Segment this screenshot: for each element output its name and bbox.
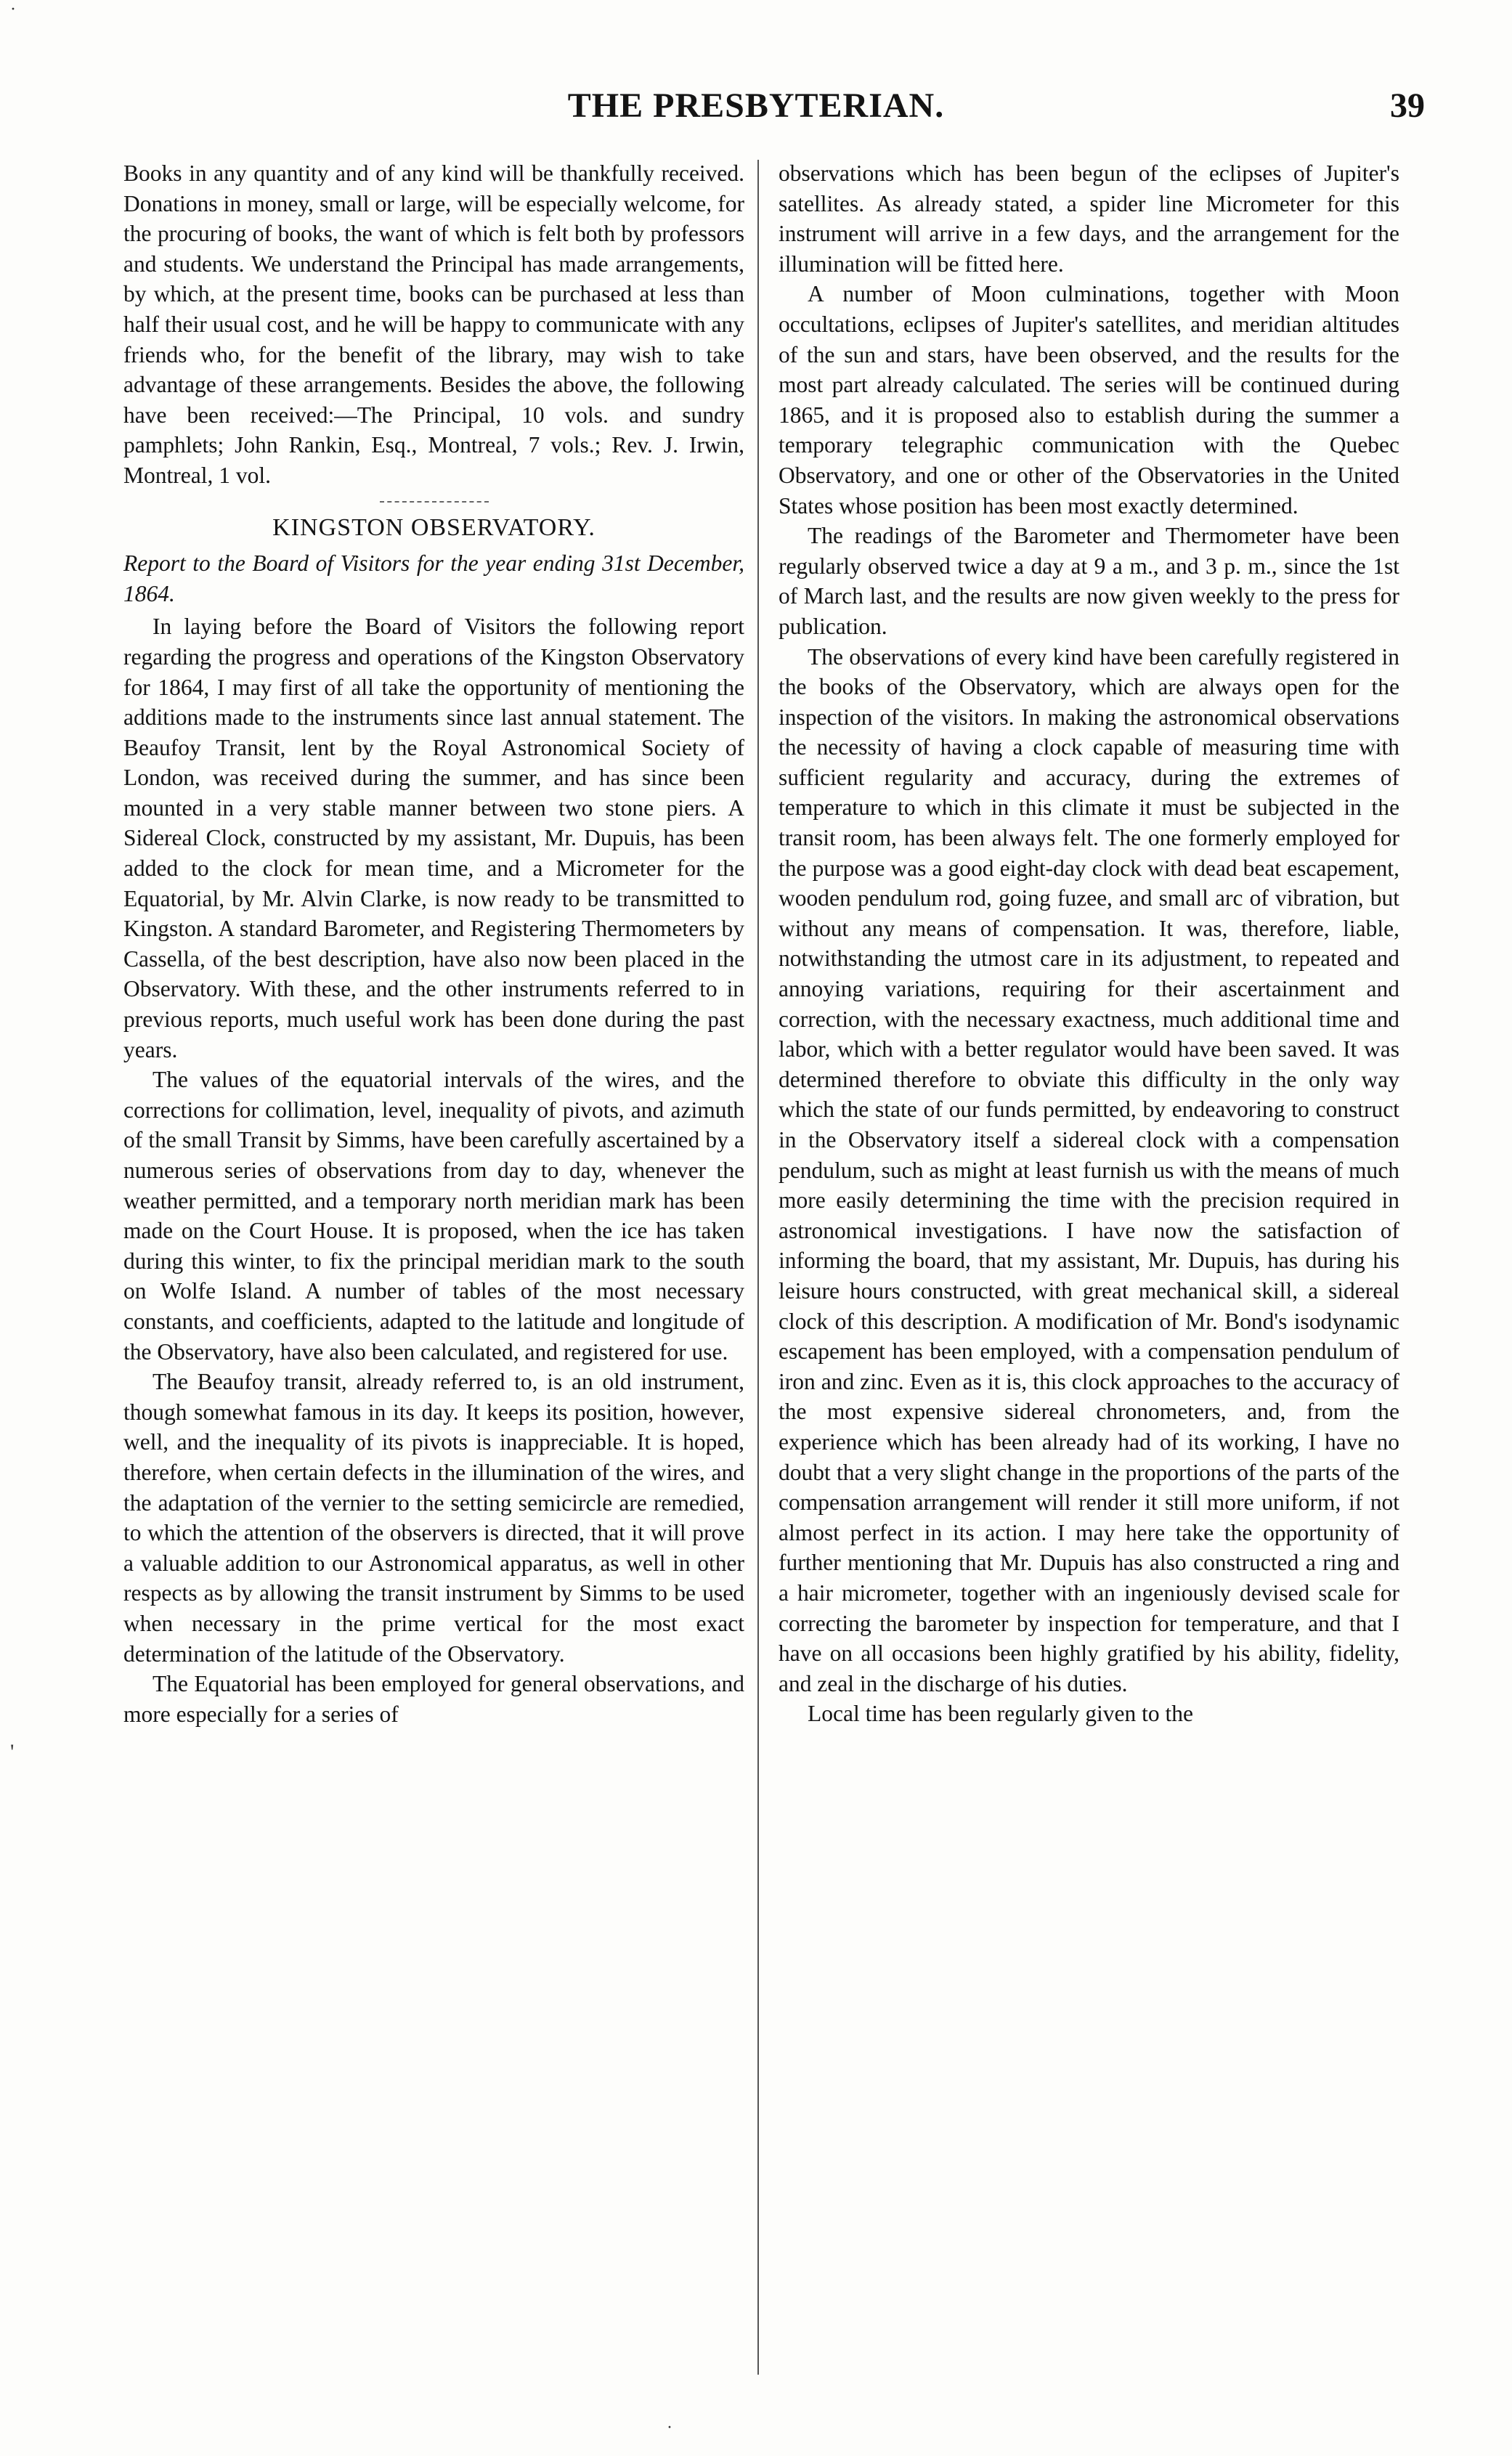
column-rule xyxy=(757,160,759,2375)
report-paragraph-8: Local time has been regularly given to the xyxy=(808,1701,1193,1727)
report-paragraph-4: The Equatorial has been employed for general observations, and more especially for a series of xyxy=(123,1671,744,1727)
page-number: 39 xyxy=(1390,86,1425,125)
page-title: THE PRESBYTERIAN. xyxy=(567,86,945,125)
report-paragraph-6: The readings of the Barometer and Thermometer have been regularly observed twice a day at 9 a m., and 3 p. m., since the 1st of March last, and the results are now given weekly to the press for publication. xyxy=(779,523,1399,639)
report-subtitle: Report to the Board of Visitors for the year ending 31st December, 1864. xyxy=(123,550,744,606)
report-paragraph-1: In laying before the Board of Visitors the following report regarding the progress and operations of the Kingston Observatory for 1864, I may first of all take the opportunity of mentioning the additions made to the instruments since last annual statement. The Beaufoy Transit, lent by the Royal Astronomical Society of London, was received during the summer, and has since been mounted in a very stable manner between two stone piers. A Sidereal Clock, constructed by my assistant, Mr. Dupuis, has been added to the clock for mean time, and a Micrometer for the Equatorial, by Mr. Alvin Clarke, is now ready to be transmitted to Kingston. A standard Barometer, and Registering Thermometers by Cassella, of the best description, have also now been placed in the Observatory. With these, and the other instruments referred to in previous reports, much useful work has been done during the past years. xyxy=(123,614,744,1062)
section-heading: KINGSTON OBSERVATORY. xyxy=(272,513,596,541)
library-paragraph: Books in any quantity and of any kind will be thankfully received. Donations in money, small or large, will be especially welcome, for the procuring of books, the want of which is felt both by professors and students. We understand the Principal has made arrangements, by which, at the present time, books can be purchased at less than half their usual cost, and he will be happy to communicate with any friends who, for the benefit of the library, may wish to take advantage of these arrangements. Besides the above, the following have been received:—The Principal, 10 vols. and sundry pamphlets; John Rankin, Esq., Montreal, 7 vols.; Rev. J. Irwin, Montreal, 1 vol. xyxy=(123,160,744,488)
report-paragraph-7: The observations of every kind have been carefully registered in the books of the Observatory, which are always open for the inspection of the visitors. In making the astronomical observations the necessity of having a clock capable of measuring time with sufficient regularity and accuracy, during the extremes of temperature to which in this climate it must be subjected in the transit room, has been always felt. The one formerly employed for the purpose was a good eight-day clock with dead beat escapement, wooden pendulum rod, going fuzee, and small arc of vibration, but without any means of compensation. It was, therefore, liable, notwithstanding the utmost care in its adjustment, to repeated and annoying variations, requiring for their ascertainment and correction, with the necessary exactness, much additional time and labor, which with a better regulator would have been saved. It was determined therefore to obviate this difficulty in the only way which the state of our funds permitted, by endeavoring to construct in the Observatory itself a sidereal clock with a compensation pendulum, such as might at least furnish us with the means of much more easily determining the time with the precision required in astronomical investigations. I have now the satisfaction of informing the board, that my assistant, Mr. Dupuis, has during his leisure hours constructed, with great mechanical skill, a sidereal clock of this description. A modification of Mr. Bond's isodynamic escapement has been employed, with a compensation pendulum of iron and zinc. Even as it is, this clock approaches to the accuracy of the most expensive sidereal chronometers, and, from the experience which has been already had of its working, I have no doubt that a very slight change in the proportions of the parts of the compensation arrangement will render it still more uniform, if not almost perfect in its action. I may here take the opportunity of further mentioning that Mr. Dupuis has also constructed a ring and a hair micrometer, together with an ingeniously devised scale for correcting the barometer by inspection for temperature, and that I have on all occasions been highly gratified by his ability, fidelity, and zeal in the discharge of his duties. xyxy=(779,643,1399,1696)
report-paragraph-3: The Beaufoy transit, already referred to, is an old instrument, though somewhat famous in its day. It keeps its position, however, well, and the inequality of its pivots is inappreciable. It is hoped, therefore, when certain defects in the illumination of the wires, and the adaptation of the vernier to the setting semicircle are remedied, to which the attention of the observers is directed, that it will prove a valuable addition to our Astronomical apparatus, as well in other respects as by allowing the transit instrument by Simms to be used when necessary in the prime vertical for the most exact determination of the latitude of the Observatory. xyxy=(123,1369,744,1667)
stray-mark-bottom: · xyxy=(667,2418,672,2437)
section-divider xyxy=(380,501,489,503)
left-column xyxy=(123,158,744,1729)
right-column xyxy=(779,158,1399,1729)
report-paragraph-2: The values of the equatorial intervals of the wires, and the corrections for collimation, level, inequality of pivots, and azimuth of the small Transit by Simms, have been carefully ascertained by a numerous series of observations from day to day, whenever the weather permitted, and a temporary north meridian mark has been made on the Court House. It is proposed, when the ice has taken during this winter, to fix the principal meridian mark to the south on Wolfe Island. A number of tables of the most necessary constants, and coefficients, adapted to the latitude and longitude of the Observatory, have also been calculated, and registered for use. xyxy=(123,1067,744,1365)
continued-paragraph: observations which has been begun of the eclipses of Jupiter's satellites. As already stated, a spider line Micrometer for this instrument will arrive in a few days, and the arrangement for the illumination will be fitted here. xyxy=(779,160,1399,277)
report-paragraph-5: A number of Moon culminations, together with Moon occultations, eclipses of Jupiter's satellites, and meridian altitudes of the sun and stars, have been observed, and the results for the most part already calculated. The series will be continued during 1865, and it is proposed also to establish during the summer a temporary telegraphic communication with the Quebec Observatory, and one or other of the Observatories in the United States whose position has been most exactly determined. xyxy=(779,281,1399,519)
stray-mark-left: ' xyxy=(10,1740,15,1764)
stray-mark-top: · xyxy=(10,0,16,19)
